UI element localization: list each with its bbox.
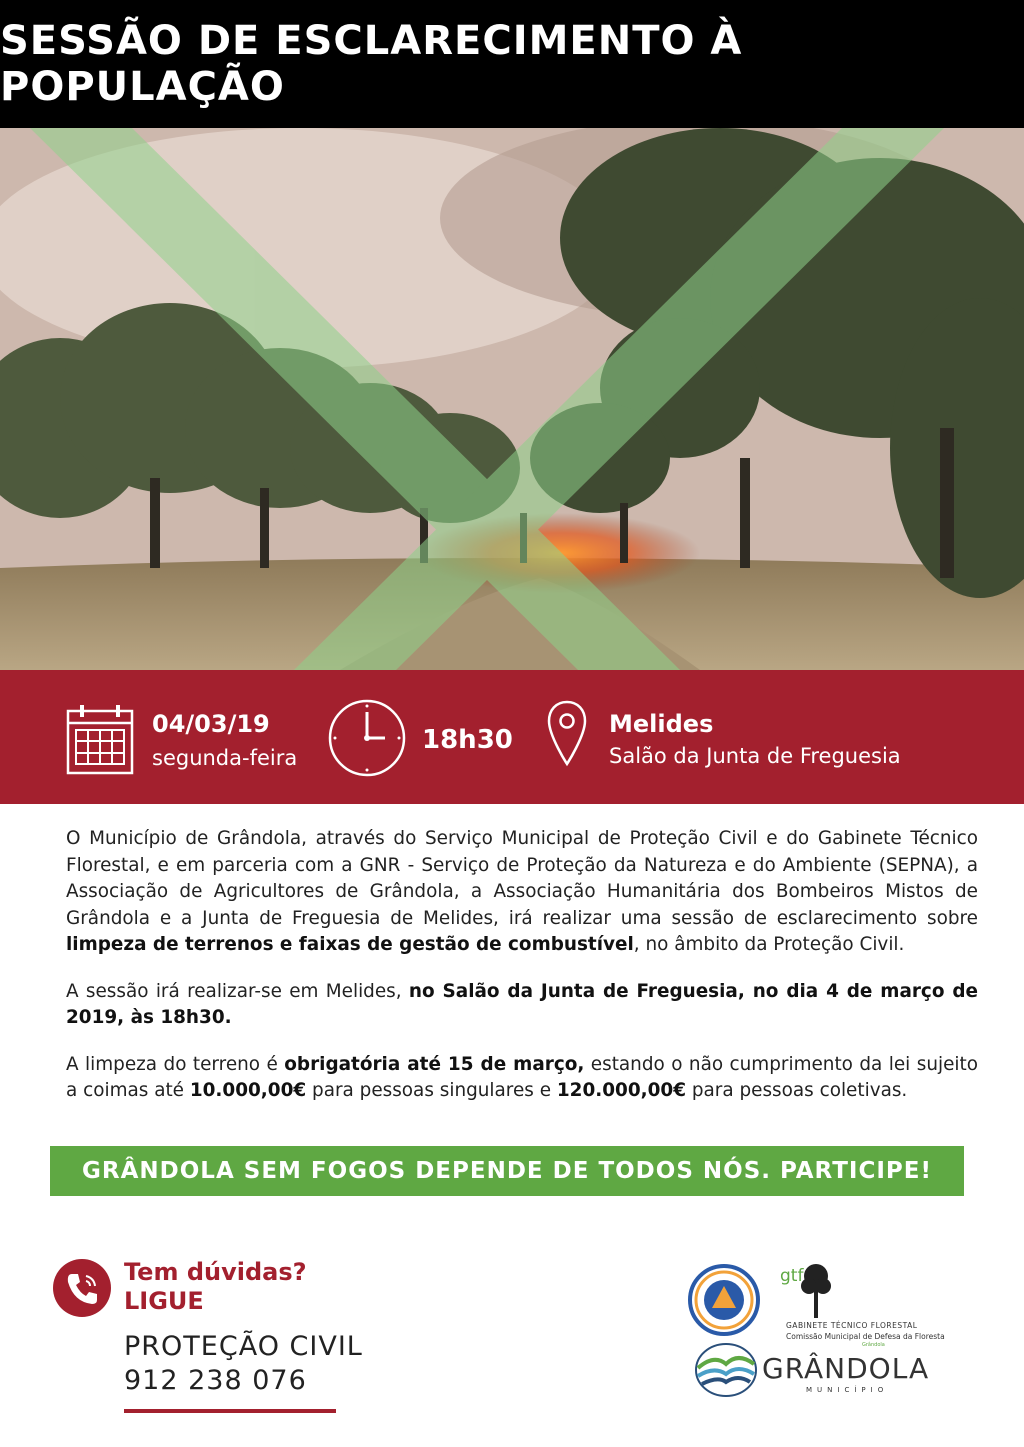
paragraph-text: para pessoas coletivas. (686, 1080, 908, 1101)
paragraph-partners (66, 826, 978, 959)
slogan-banner (50, 1146, 964, 1196)
paragraph-emphasis: obrigatória até 15 de março, (284, 1053, 585, 1075)
contact-phone[interactable]: 912 238 076 (124, 1365, 307, 1396)
contact-underline (124, 1409, 336, 1413)
paragraph-emphasis: 120.000,00€ (556, 1080, 687, 1101)
event-location-name: Melides (609, 710, 714, 738)
municipality-name: GRÂNDOLA (762, 1352, 930, 1385)
paragraph-text: estando o não cumprimento da lei sujeito a coimas até (66, 1053, 978, 1101)
hero-forest-fire-photo (0, 128, 1024, 670)
paragraph-text: A limpeza do terreno é (66, 1053, 285, 1075)
paragraph-emphasis: 10.000,00€ (189, 1080, 307, 1101)
contact-action: LIGUE (124, 1287, 204, 1315)
contact-prompt (124, 1258, 307, 1316)
paragraph-fines (66, 1052, 978, 1105)
paragraph-emphasis: limpeza de terrenos e faixas de gestão de combustível (66, 934, 634, 955)
clock-icon (327, 698, 407, 778)
gtf-small-label: Grândola (862, 1342, 885, 1348)
calendar-icon (66, 703, 134, 775)
gtf-subtitle: Comissão Municipal de Defesa da Floresta (786, 1332, 945, 1341)
contact-organization: PROTEÇÃO CIVIL (124, 1331, 363, 1362)
paragraph-text: para pessoas singulares e (306, 1080, 557, 1101)
location-pin-icon (547, 700, 587, 768)
event-date: 04/03/19 (152, 710, 270, 738)
tree-logo-icon (800, 1262, 832, 1318)
description (66, 826, 978, 1125)
paragraph-emphasis: no Salão da Junta de Freguesia, no dia 4 de março de 2019, às 18h30. (66, 980, 978, 1028)
gtf-mark: gtf (780, 1266, 804, 1286)
event-info-band (0, 670, 1024, 804)
hero-illustration (0, 128, 1024, 670)
title-bar (0, 0, 1024, 128)
paragraph-text: A sessão irá realizar-se em Melides, (66, 980, 409, 1002)
slogan-text: GRÂNDOLA SEM FOGOS DEPENDE DE TODOS NÓS. PARTICIPE! (82, 1158, 932, 1184)
municipality-sub: MUNICÍPIO (806, 1386, 889, 1394)
event-weekday: segunda-feira (152, 746, 298, 770)
grandola-logo-icon (694, 1342, 758, 1398)
gtf-title: GABINETE TÉCNICO FLORESTAL (786, 1321, 918, 1330)
contact-details (124, 1330, 363, 1398)
protecao-civil-logo (688, 1264, 760, 1336)
contact-question: Tem dúvidas? (124, 1258, 307, 1286)
page-title: SESSÃO DE ESCLARECIMENTO À POPULAÇÃO (0, 18, 743, 110)
event-time: 18h30 (422, 725, 513, 755)
event-location-place: Salão da Junta de Freguesia (609, 744, 901, 768)
paragraph-text: O Município de Grândola, através do Serviço Municipal de Proteção Civil e do Gabinete Técnico Florestal, e em parceria com a GNR - Serviço de Proteção da Natureza e do Ambiente (SEPNA), a Associação de Agricultores de Grândola, a Associação Humanitária dos Bombeiros Mistos de Grândola e a Junta de Freguesia de Melides, irá realizar uma sessão de esclarecimento sobre (66, 828, 978, 929)
phone-icon (52, 1258, 112, 1318)
paragraph-text: , no âmbito da Proteção Civil. (633, 934, 905, 955)
paragraph-session (66, 979, 978, 1032)
